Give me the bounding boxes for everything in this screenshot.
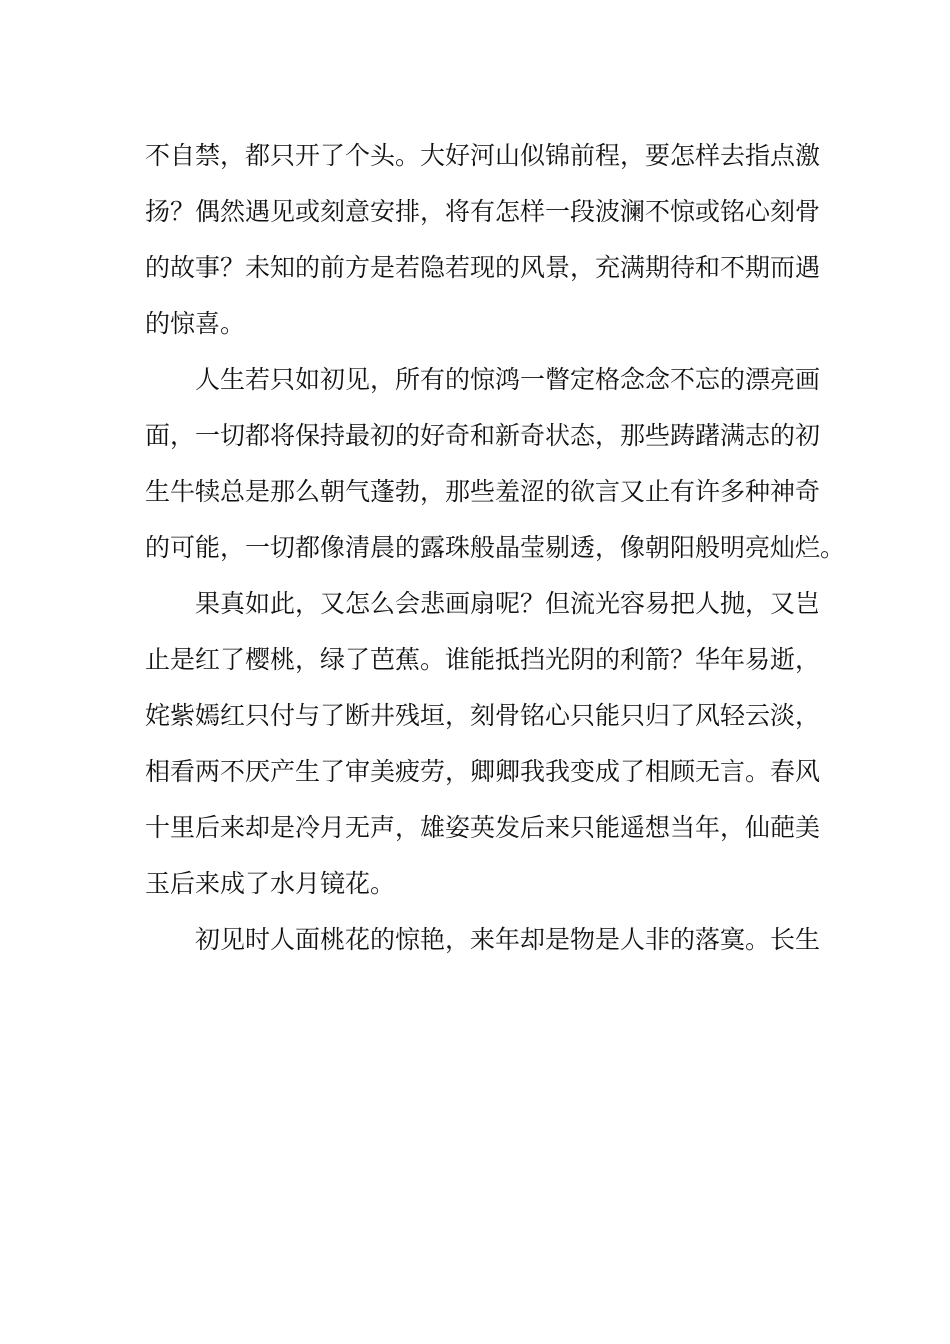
document-body	[145, 128, 846, 968]
text-line: 的故事？未知的前方是若隐若现的风景，充满期待和不期而遇	[145, 253, 821, 282]
text-line: 人生若只如初见，所有的惊鸿一瞥定格念念不忘的漂亮画	[195, 365, 821, 394]
text-line: 面，一切都将保持最初的好奇和新奇状态，那些踌躇满志的初	[145, 421, 821, 450]
text-line: 止是红了樱桃，绿了芭蕉。谁能抵挡光阴的利箭？华年易逝，	[145, 645, 821, 674]
text-line: 姹紫嫣红只付与了断井残垣，刻骨铭心只能只归了风轻云淡，	[145, 701, 821, 730]
paragraph	[145, 128, 821, 352]
paragraph	[145, 912, 821, 968]
text-line: 扬？偶然遇见或刻意安排，将有怎样一段波澜不惊或铭心刻骨	[145, 197, 821, 226]
text-line: 生牛犊总是那么朝气蓬勃，那些羞涩的欲言又止有许多种神奇	[145, 477, 821, 506]
text-line: 相看两不厌产生了审美疲劳，卿卿我我变成了相顾无言。春风	[145, 757, 821, 786]
text-line: 的可能，一切都像清晨的露珠般晶莹剔透，像朝阳般明亮灿烂。	[145, 533, 846, 562]
paragraph	[145, 576, 821, 912]
text-line: 初见时人面桃花的惊艳，来年却是物是人非的落寞。长生	[195, 925, 821, 954]
text-line: 不自禁，都只开了个头。大好河山似锦前程，要怎样去指点激	[145, 141, 821, 170]
text-line: 果真如此，又怎么会悲画扇呢？但流光容易把人抛，又岂	[195, 589, 821, 618]
text-line: 十里后来却是冷月无声，雄姿英发后来只能遥想当年，仙葩美	[145, 813, 821, 842]
text-line: 玉后来成了水月镜花。	[145, 869, 396, 898]
paragraph	[145, 352, 846, 576]
text-line: 的惊喜。	[145, 309, 246, 338]
